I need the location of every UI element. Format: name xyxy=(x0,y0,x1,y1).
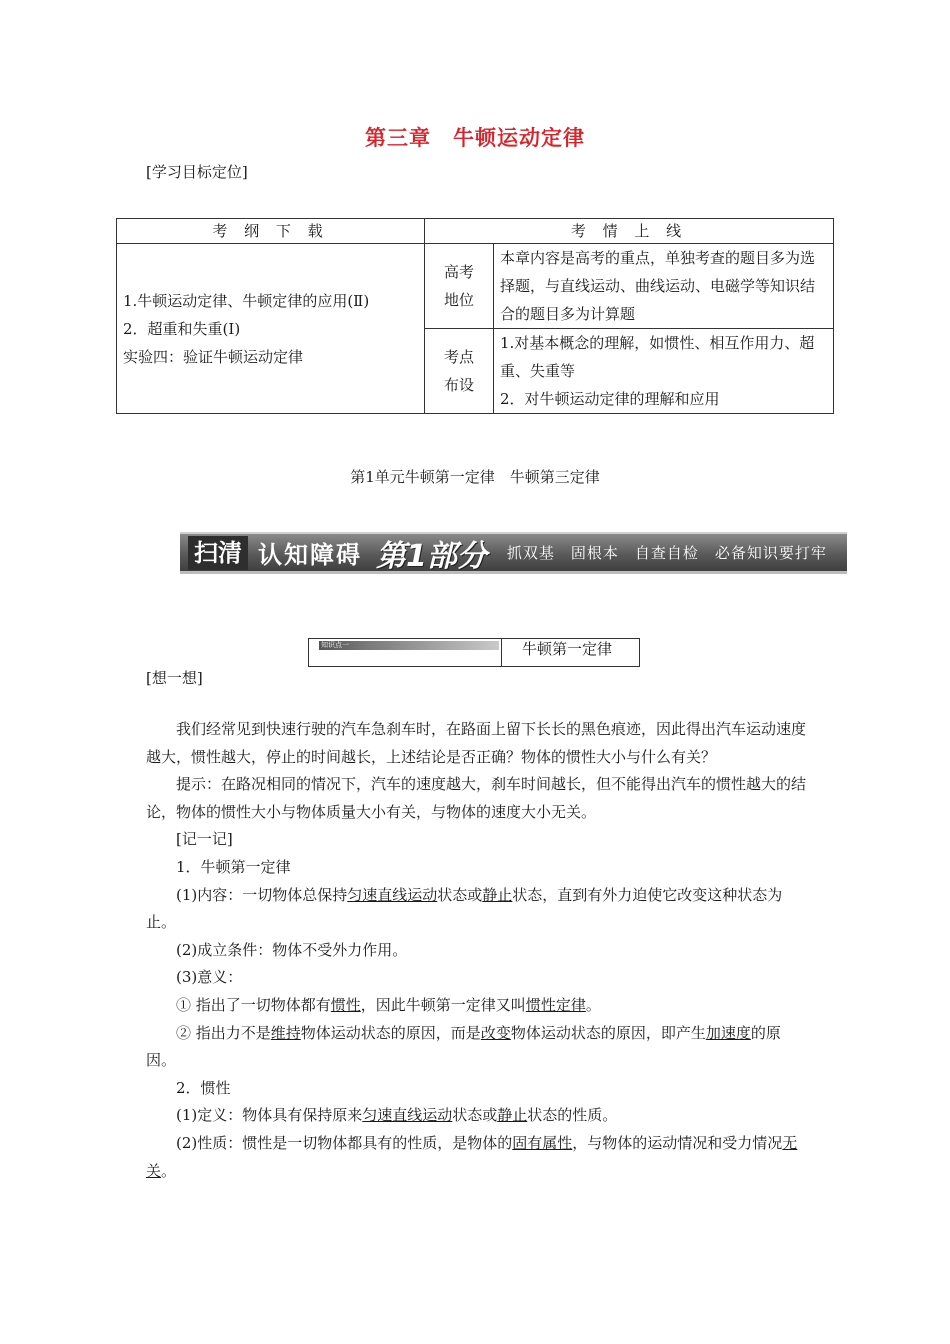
text-run: 状态，直到有外力迫使它改变这种状态为止。 xyxy=(146,885,783,932)
knowledge-point-box xyxy=(308,638,640,667)
text-run: ，因此牛顿第一定律又叫 xyxy=(360,995,526,1014)
underlined-term: 加速度 xyxy=(705,1023,751,1042)
knowledge-point-badge: 知识点一 xyxy=(319,641,499,650)
inertia-property xyxy=(146,1130,810,1185)
table-header-left: 考 纲 下 载 xyxy=(117,219,425,244)
underlined-term: 维持 xyxy=(270,1023,301,1042)
row-label-exam-points xyxy=(425,329,494,414)
banner-subtitle: 抓双基 固根本 自查自检 必备知识要打牢 xyxy=(506,544,827,562)
text-run: 物体运动状态的原因，而是 xyxy=(300,1023,481,1042)
banner-saoqing: 扫清 xyxy=(188,536,248,570)
text-run: 状态或 xyxy=(452,1106,498,1125)
syllabus-line: 1.牛顿运动定律、牛顿定律的应用(Ⅱ) xyxy=(123,291,370,310)
text-run: ① 指出了一切物体都有 xyxy=(176,995,331,1014)
text-run: (2)性质：惯性是一切物体都具有的性质，是物体的 xyxy=(176,1133,513,1152)
banner-main: 认知障碍 xyxy=(258,541,362,569)
exam-status-content: 本章内容是高考的重点，单独考查的题目多为选择题，与直线运动、曲线运动、电磁学等知识结合的题目多为计算题 xyxy=(494,244,834,329)
knowledge-point-left xyxy=(309,639,502,666)
banner-part: 第1部分 xyxy=(376,538,487,574)
law-meaning: (3)意义： xyxy=(176,968,243,987)
section-2-title: 2．惯性 xyxy=(176,1078,231,1097)
section-1-title: 1．牛顿第一定律 xyxy=(176,857,291,876)
body-text xyxy=(146,716,810,1185)
exam-points-content xyxy=(494,329,834,414)
knowledge-point-title: 牛顿第一定律 xyxy=(522,640,613,658)
underlined-term: 固有属性 xyxy=(512,1133,573,1152)
chapter-title: 第三章 牛顿运动定律 xyxy=(365,126,585,150)
syllabus-line: 实验四：验证牛顿运动定律 xyxy=(123,347,304,366)
syllabus-cell xyxy=(117,244,425,414)
row-label-line: 地位 xyxy=(443,291,474,309)
table-header-right: 考 情 上 线 xyxy=(425,219,834,244)
law-condition: (2)成立条件：物体不受外力作用。 xyxy=(176,940,408,959)
hint-paragraph: 提示：在路况相同的情况下，汽车的速度越大，刹车时间越长，但不能得出汽车的惯性越大的结论，物体的惯性大小与物体质量大小有关，与物体的速度大小无关。 xyxy=(146,775,807,821)
text-run: ② 指出力不是 xyxy=(176,1023,271,1042)
row-label-line: 布设 xyxy=(443,376,474,394)
underlined-term: 惯性 xyxy=(330,995,361,1014)
meaning-1 xyxy=(146,992,810,1020)
underlined-term: 匀速直线运动 xyxy=(347,885,438,904)
row-label-line: 高考 xyxy=(443,263,474,281)
law-content xyxy=(146,882,810,937)
text-run: 物体运动状态的原因，即产生 xyxy=(510,1023,706,1042)
unit-title: 第1单元牛顿第一定律 牛顿第三定律 xyxy=(350,468,600,486)
exam-point-line: 1.对基本概念的理解，如惯性、相互作用力、超重、失重等 xyxy=(500,334,815,380)
inertia-definition xyxy=(146,1102,810,1130)
underlined-term: 匀速直线运动 xyxy=(362,1106,453,1125)
underlined-term: 静止 xyxy=(497,1106,528,1125)
underlined-term: 改变 xyxy=(480,1023,511,1042)
text-run: 的原因。 xyxy=(146,1023,781,1070)
underlined-term: 惯性定律 xyxy=(525,995,586,1014)
remember-label: [记一记] xyxy=(176,830,233,849)
syllabus-table xyxy=(116,218,834,414)
underlined-term: 静止 xyxy=(482,885,513,904)
text-run: 状态的性质。 xyxy=(527,1106,618,1125)
section-banner xyxy=(180,532,847,574)
row-label-exam-status xyxy=(425,244,494,329)
text-run: (1)内容：一切物体总保持 xyxy=(176,885,348,904)
text-run: 。 xyxy=(161,1161,177,1180)
learning-goal-label: [学习目标定位] xyxy=(146,163,248,181)
think-label: [想一想] xyxy=(146,669,203,687)
meaning-2 xyxy=(146,1020,810,1075)
question-paragraph: 我们经常见到快速行驶的汽车急刹车时，在路面上留下长长的黑色痕迹，因此得出汽车运动速度越大，惯性越大，停止的时间越长，上述结论是否正确？物体的惯性大小与什么有关？ xyxy=(146,720,807,766)
row-label-line: 考点 xyxy=(443,348,474,366)
exam-point-line: 2．对牛顿运动定律的理解和应用 xyxy=(500,390,720,408)
text-run: (1)定义：物体具有保持原来 xyxy=(176,1106,363,1125)
text-run: 状态或 xyxy=(437,885,483,904)
underlined-term: 无关 xyxy=(146,1133,798,1180)
text-run: 。 xyxy=(585,995,601,1014)
syllabus-line: 2．超重和失重(Ⅰ) xyxy=(123,319,241,338)
text-run: ，与物体的运动情况和受力情况 xyxy=(572,1133,783,1152)
